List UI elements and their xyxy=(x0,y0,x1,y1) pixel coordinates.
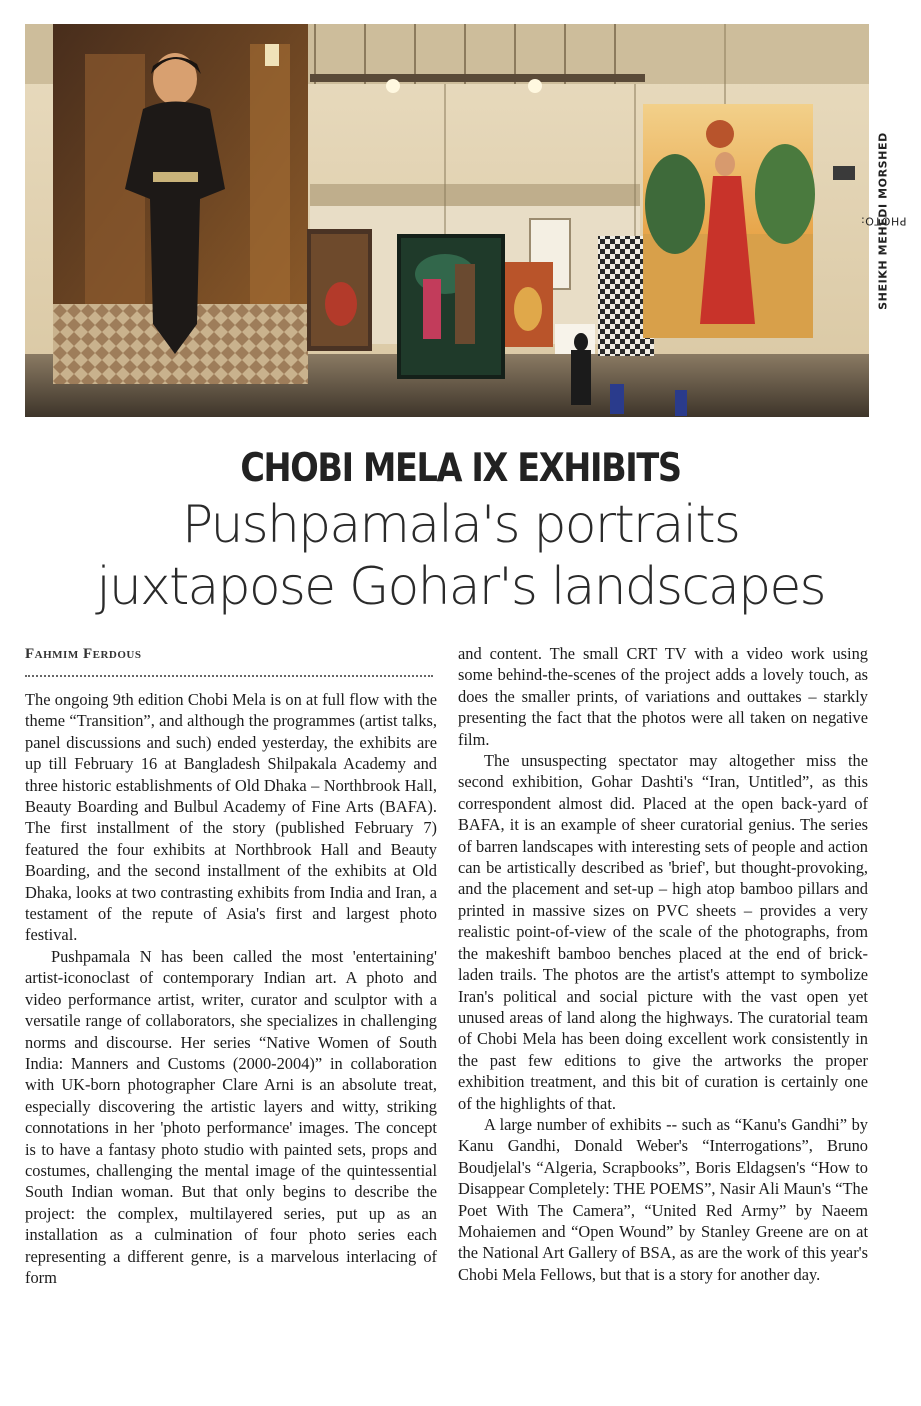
article-kicker: CHOBI MELA IX EXHIBITS xyxy=(240,446,681,491)
credit-prefix: PHOTO: xyxy=(859,214,907,228)
credit-name: SHEIKH MEHEDI MORSHED xyxy=(876,131,890,310)
paragraph: The unsuspecting spectator may altogether miss the second exhibition, Gohar Dashti's “Iran, Untitled”, as this correspondent almost did. Placed at the open back-yard of BAFA, it is an example of sheer curatorial genius. The series of barren landscapes with interesting sets of people and action can be artistically described as 'brief', but thought-provoking, and the placement and set-up – high atop bamboo pillars and printed in massive sizes on PVC sheets – provides a very realistic point-of-view of the scale of the photographs, from the makeshift bamboo benches placed at the end of brick-laden trails. The photos are the artist's attempt to symbolize Iran's political and social picture with the vast open yet unused areas of land along the highways. The curatorial team of Chobi Mela has been doing excellent work consistently in the past few editions to give the artworks the proper exhibition treatment, and this bit of curation is certainly one of the highlights of that. xyxy=(458,751,868,1113)
article-column-1 xyxy=(25,689,437,1288)
article-headline xyxy=(0,494,921,618)
headline-line-1: Pushpamala's portraits xyxy=(181,495,740,555)
gallery-scene xyxy=(25,24,869,417)
photo-credit xyxy=(859,24,907,417)
paragraph: and content. The small CRT TV with a video work using some behind-the-scenes of the project adds a lovely touch, as does the smaller prints, of variations and outtakes – starkly presenting the fact that the photos were all taken on negative film. xyxy=(458,644,868,749)
paragraph: The ongoing 9th edition Chobi Mela is on at full flow with the theme “Transition”, and although the programmes (artist talks, panel discussions and such) ended yesterday, the exhibits are up till February 16 at Bangladesh Shilpakala Academy and three historic establishments of Old Dhaka – Northbrook Hall, Beauty Boarding and Bulbul Academy of Fine Arts (BAFA). The first installment of the story (published February 7) featured the four exhibits at Northbrook Hall and Beauty Boarding, and the second installment of the exhibits at Old Dhaka, looks at two contrasting exhibits from India and Iran, a testament of the repute of Asia's first and largest photo festival. xyxy=(25,690,437,945)
byline: Fahmim Ferdous xyxy=(25,646,142,662)
headline-line-2: juxtapose Gohar's landscapes xyxy=(96,557,825,617)
paragraph: A large number of exhibits -- such as “Kanu's Gandhi” by Kanu Gandhi, Donald Weber's “Interrogations”, Bruno Boudjelal's “Algeria, Scrapbooks”, Boris Eldagsen's “How to Disappear Completely: THE POEMS”, Nasir Ali Maun's “The Poet With The Camera”, “United Red Army” by Naeem Mohaiemen and “Open Wound” by Stanley Greene are on at the National Art Gallery of BSA, as are the work of this year's Chobi Mela Fellows, but that is a story for another day. xyxy=(458,1114,868,1284)
paragraph: Pushpamala N has been called the most 'entertaining' artist-iconoclast of contemporary Indian art. A photo and video performance artist, writer, curator and sculptor with a versatile range of collaborators, she specializes in challenging norms and discourse. Her series “Native Women of South India: Manners and Customs (2000-2004)” in collaboration with UK-born photographer Clare Arni is an absolute treat, especially discovering the artistic layers and witty, striking connotations in her 'photo performance' images. The concept is to have a fantasy photo studio with painted sets, props and costumes, challenging the mental image of the quintessential South Indian woman. But that only begins to describe the project: the complex, multilayered series, put up as an installation as a culmination of four photo series each representing a different genre, is a marvelous interlacing of form xyxy=(25,946,437,1287)
exhibition-photo xyxy=(25,24,869,417)
byline-divider xyxy=(25,675,433,677)
article-column-2 xyxy=(458,643,868,1285)
